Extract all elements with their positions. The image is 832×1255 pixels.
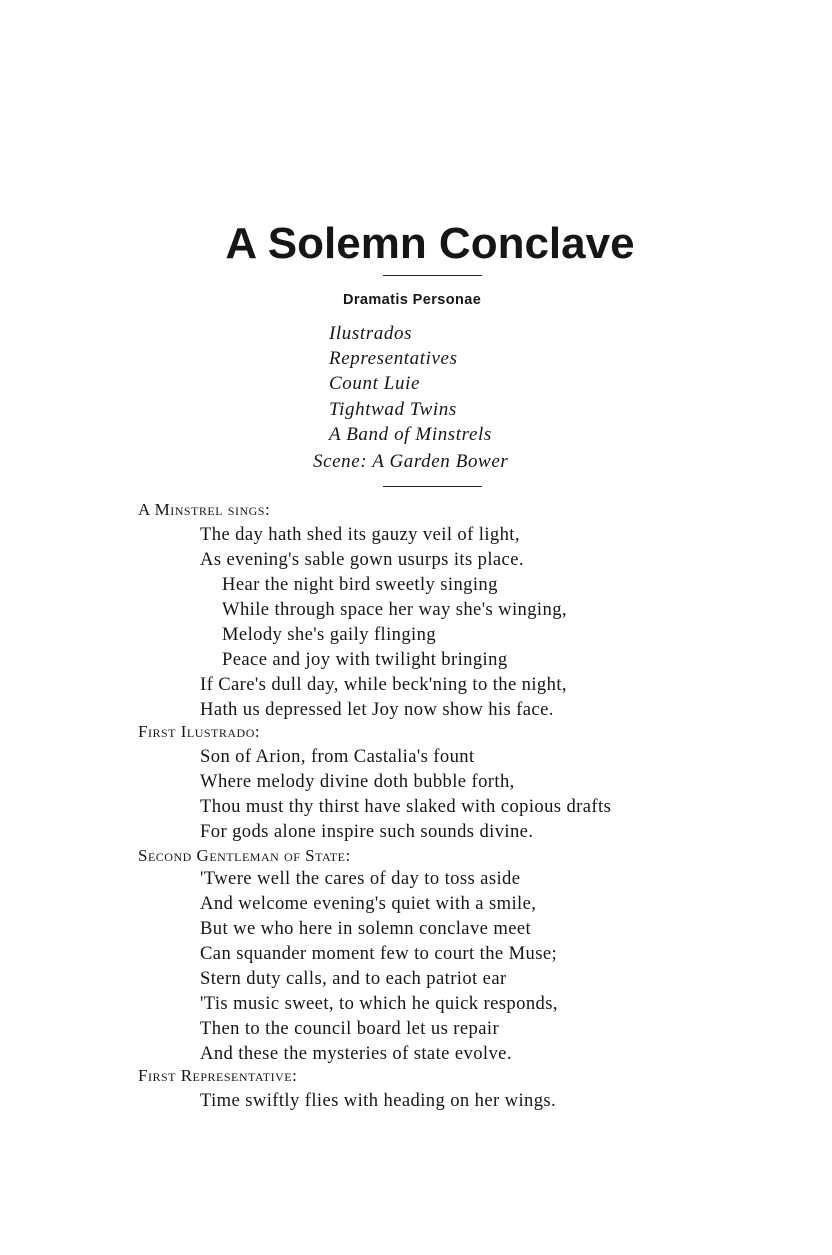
scene-label: Scene — [313, 451, 361, 472]
speaker-label: First Ilustrado: — [138, 722, 261, 741]
scene-value: : A Garden Bower — [360, 451, 509, 472]
speaker-label: A Minstrel sings: — [138, 500, 271, 519]
scene-line — [313, 449, 508, 474]
verse-line: While through space her way she's winging, — [222, 599, 567, 620]
verse-line: Can squander moment few to court the Muse; — [200, 943, 558, 964]
verse-line: Peace and joy with twilight bringing — [222, 649, 508, 670]
verse-line: Hath us depressed let Joy now show his face. — [200, 699, 554, 720]
verse-line: For gods alone inspire such sounds divine. — [200, 821, 534, 842]
dramatis-personae-heading: Dramatis Personae — [343, 292, 482, 308]
cast-item: Tightwad Twins — [329, 398, 457, 420]
verse-line: The day hath shed its gauzy veil of light, — [200, 524, 520, 545]
verse-line: And these the mysteries of state evolve. — [200, 1043, 512, 1064]
verse-line: Time swiftly flies with heading on her wings. — [200, 1090, 557, 1111]
cast-item: Ilustrados — [329, 323, 413, 344]
speaker-label: First Representative: — [138, 1066, 298, 1085]
verse-line: Then to the council board let us repair — [200, 1018, 500, 1039]
verse-line: As evening's sable gown usurps its place. — [200, 549, 524, 570]
verse-line: Son of Arion, from Castalia's fount — [200, 746, 475, 767]
verse-line: Stern duty calls, and to each patriot ear — [200, 968, 507, 989]
verse-line: 'Twere well the cares of day to toss aside — [200, 868, 521, 889]
verse-line: If Care's dull day, while beck'ning to the night, — [200, 674, 567, 695]
verse-line: Thou must thy thirst have slaked with copious drafts — [200, 796, 612, 817]
verse-line: 'Tis music sweet, to which he quick responds, — [200, 993, 558, 1014]
verse-line: But we who here in solemn conclave meet — [200, 918, 532, 939]
cast-list — [329, 321, 492, 447]
cast-item: A Band of Minstrels — [329, 423, 492, 445]
speaker-label: Second Gentleman of State: — [138, 846, 351, 865]
verse-line: Where melody divine doth bubble forth, — [200, 771, 515, 792]
verse-line: Hear the night bird sweetly singing — [222, 574, 498, 595]
page-title: A Solemn Conclave — [225, 219, 635, 268]
title-divider — [383, 275, 482, 276]
cast-divider — [383, 486, 482, 487]
verse-line: Melody she's gaily flinging — [222, 624, 437, 645]
cast-item: Representatives — [329, 348, 458, 370]
verse-line: And welcome evening's quiet with a smile, — [200, 893, 537, 914]
cast-item: Count Luie — [329, 373, 420, 395]
